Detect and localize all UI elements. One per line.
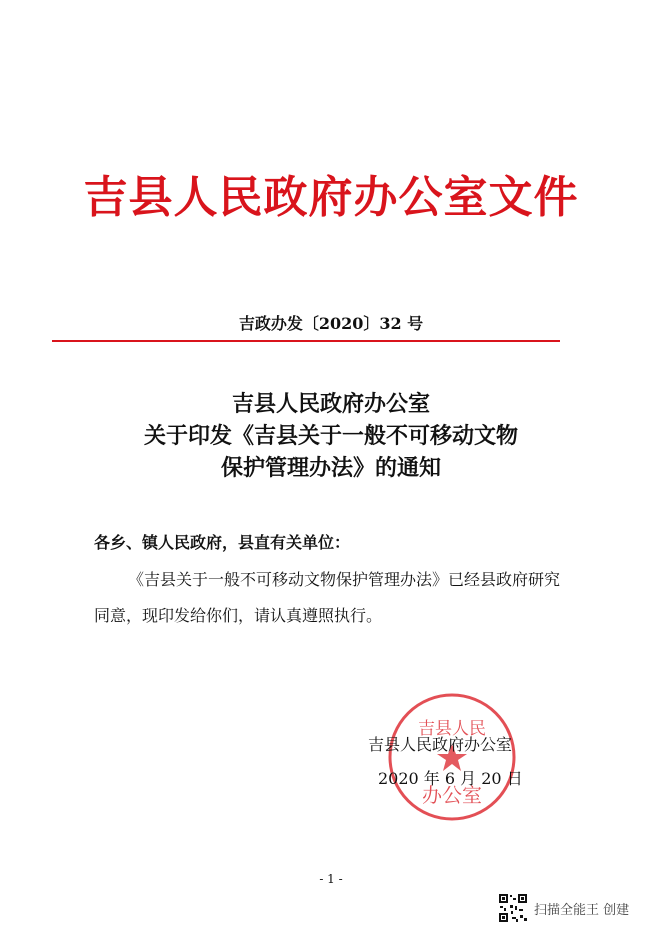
- document-number: 吉政办发〔2020〕32 号: [238, 314, 424, 333]
- scanner-label: 扫描全能王 创建: [534, 902, 630, 918]
- signature-date: 2020 年 6 月 20 日: [378, 769, 523, 788]
- notice-title: [0, 388, 662, 484]
- notice-title-line-2: 关于印发《吉县关于一般不可移动文物: [143, 423, 518, 449]
- notice-title-line-3: 保护管理办法》的通知: [220, 455, 441, 481]
- body-paragraph-container: [94, 562, 564, 634]
- seal-text-top: 吉县人民: [418, 719, 486, 739]
- page-number: - 1 -: [319, 872, 343, 886]
- signature-organization: 吉县人民政府办公室: [368, 735, 513, 754]
- addressee: 各乡、镇人民政府，县直有关单位：: [94, 533, 351, 552]
- body-paragraph: 《吉县关于一般不可移动文物保护管理办法》已经县政府研究同意，现印发给你们，请认真遵照执行。: [94, 570, 561, 625]
- document-header-title: 吉县人民政府办公室文件: [83, 172, 579, 223]
- scanner-watermark: [498, 893, 629, 923]
- notice-title-line-1: 吉县人民政府办公室: [231, 391, 430, 417]
- official-seal-stamp: [385, 690, 519, 824]
- seal-text-bottom: 办公室: [422, 783, 482, 807]
- qr-code-icon: [498, 893, 528, 923]
- red-separator-line: [52, 340, 560, 342]
